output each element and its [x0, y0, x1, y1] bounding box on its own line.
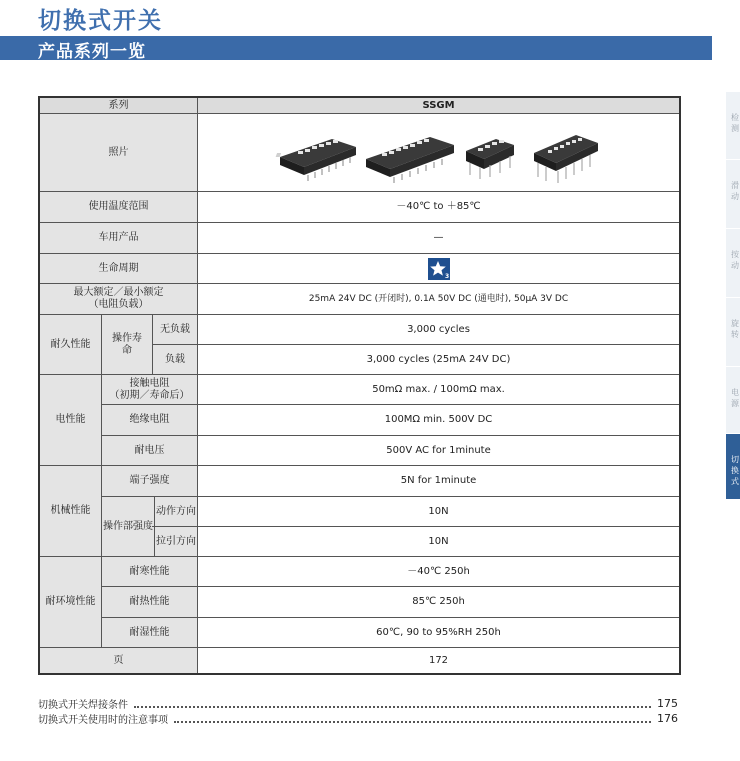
footer-ref-text: 切换式开关使用时的注意事项 — [38, 715, 168, 726]
cold-value: －40℃ 250h — [407, 565, 470, 577]
dip-switch-photo-4 — [534, 135, 598, 183]
side-tab-label: 切 换 式 — [731, 455, 739, 486]
footer-ref-text: 切换式开关焊接条件 — [38, 700, 128, 711]
product-spec-table — [38, 96, 681, 675]
actuation-dir-value: 10N — [428, 505, 449, 517]
heat-value: 85℃ 250h — [412, 596, 465, 607]
leader-dots — [174, 715, 651, 723]
dip-switch-photo-1 — [275, 139, 355, 181]
electrical-label: 电性能 — [55, 414, 86, 425]
voltage-value: 500V AC for 1minute — [386, 444, 491, 456]
side-tab-slide[interactable] — [726, 160, 740, 230]
humidity-value: 60℃, 90 to 95%RH 250h — [376, 626, 501, 638]
page-subtitle: 产品系列一览 — [38, 42, 146, 62]
footer-ref-soldering[interactable] — [38, 696, 678, 711]
dip-switch-photo-2 — [366, 137, 454, 183]
side-tab-power[interactable] — [726, 367, 740, 435]
environment-label: 耐环境性能 — [45, 596, 96, 607]
page-label: 页 — [113, 654, 124, 666]
side-tab-rotary[interactable] — [726, 298, 740, 368]
page-value[interactable]: 172 — [428, 654, 449, 666]
no-load-value: 3,000 cycles — [407, 323, 470, 335]
auto-value: — — [433, 232, 444, 243]
footer-ref-page: 176 — [657, 712, 678, 725]
operating-life-label: 操作寿命 — [112, 332, 142, 356]
side-tab-dip-active[interactable] — [726, 434, 740, 501]
load-value: 3,000 cycles (25mA 24V DC) — [366, 353, 511, 365]
rating-value: 25mA 24V DC (开闭时), 0.1A 50V DC (通电时), 50μA 3V DC — [308, 294, 569, 304]
contact-res-label-line-2: （初期／寿命后） — [109, 389, 190, 401]
lifecycle-badge: 3 — [444, 272, 449, 280]
footer-ref-precautions[interactable] — [38, 711, 678, 726]
terminal-value: 5N for 1minute — [400, 475, 477, 486]
side-tab-label: 电 源 — [731, 388, 739, 408]
humidity-label: 耐湿性能 — [129, 626, 170, 638]
actuation-dir-label: 动作方向 — [156, 505, 196, 517]
side-tab-label: 滑 动 — [731, 181, 739, 201]
insulation-value: 100MΩ min. 500V DC — [384, 414, 493, 425]
terminal-label: 端子强度 — [129, 475, 170, 486]
page-title: 切换式开关 — [38, 8, 163, 34]
series-header-name: SSGM — [422, 99, 455, 111]
series-header-label: 系列 — [108, 99, 129, 111]
subtitle-band — [0, 36, 712, 60]
lifecycle-value — [198, 254, 679, 283]
dip-switch-photo-3 — [466, 139, 514, 179]
no-load-label: 无负载 — [160, 323, 190, 335]
heat-label: 耐热性能 — [129, 596, 170, 607]
cold-label: 耐寒性能 — [129, 565, 170, 577]
lifecycle-star-3-icon — [428, 258, 450, 280]
insulation-label: 绝缘电阻 — [129, 414, 170, 425]
auto-label: 车用产品 — [98, 232, 139, 243]
side-tab-detect[interactable] — [726, 92, 740, 161]
side-tab-label: 按 动 — [731, 250, 739, 270]
rating-label-line-2: （电阻负载） — [88, 299, 149, 310]
rating-label — [40, 284, 197, 314]
durability-label: 耐久性能 — [50, 338, 91, 350]
pull-dir-label: 拉引方向 — [156, 535, 196, 547]
pull-dir-value: 10N — [428, 535, 449, 547]
side-tab-label: 检 测 — [731, 113, 739, 133]
side-tab-push[interactable] — [726, 229, 740, 299]
lifecycle-label: 生命周期 — [98, 262, 139, 274]
photo-label: 照片 — [108, 146, 129, 158]
contact-res-label-line-1: 接触电阻 — [129, 377, 170, 389]
side-tab-label: 旋 转 — [731, 319, 739, 339]
temp-value: －40℃ to ＋85℃ — [396, 201, 481, 212]
dip-switch-photos — [274, 123, 604, 183]
temp-label: 使用温度范围 — [88, 201, 149, 212]
mechanical-label: 机械性能 — [50, 505, 91, 516]
actuator-label: 操作部强度 — [103, 520, 153, 532]
load-label: 负载 — [165, 353, 185, 365]
contact-res-label — [102, 375, 197, 404]
product-photo-area — [198, 114, 679, 191]
contact-res-value: 50mΩ max. / 100mΩ max. — [372, 383, 505, 395]
leader-dots — [134, 700, 651, 708]
voltage-label: 耐电压 — [134, 444, 165, 456]
footer-ref-page: 175 — [657, 697, 678, 710]
rating-label-line-1: 最大额定／最小额定 — [73, 287, 164, 298]
